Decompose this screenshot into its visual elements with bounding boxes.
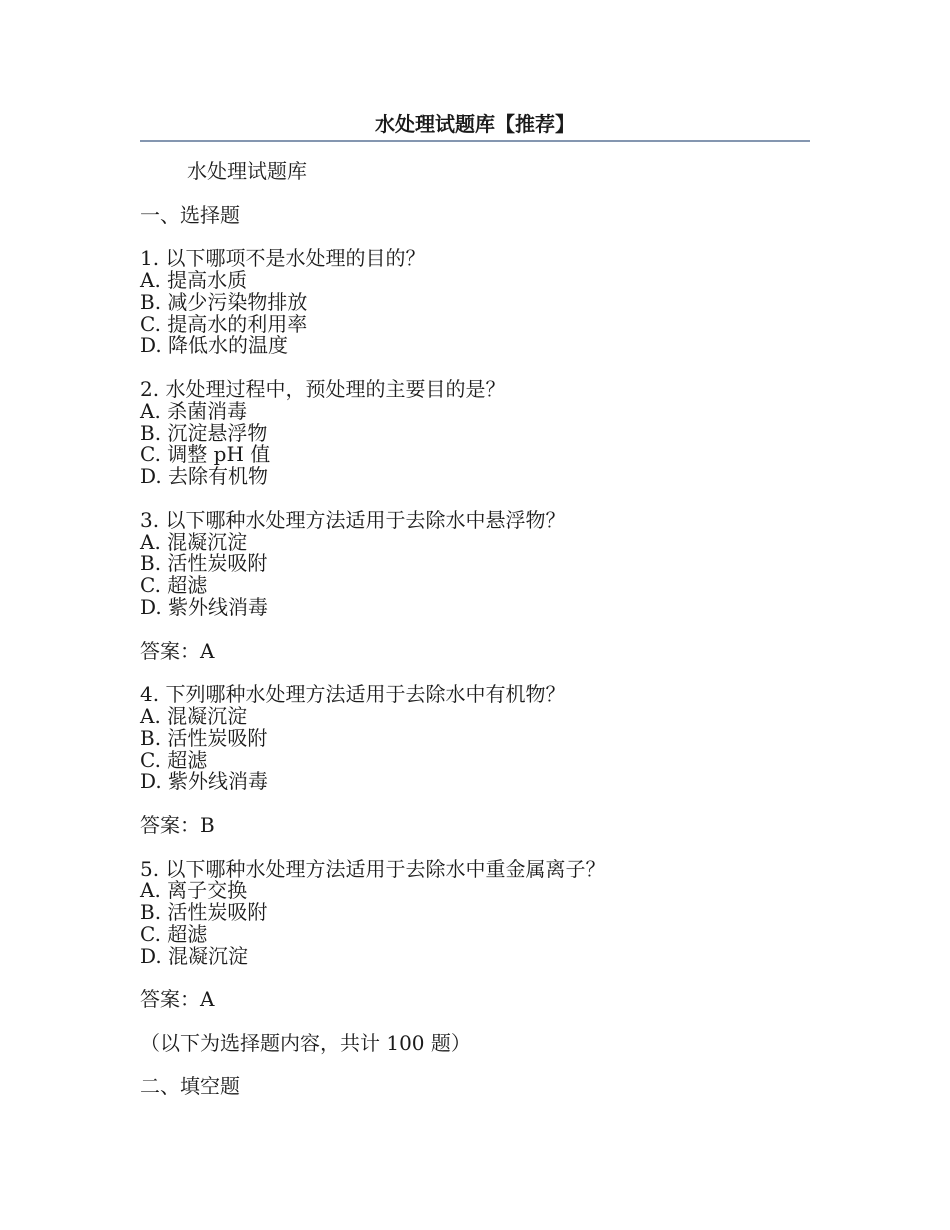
question-answer: 答案：A bbox=[140, 987, 215, 1012]
question-option: D. 紫外线消毒 bbox=[140, 594, 269, 619]
question-option: D. 混凝沉淀 bbox=[140, 943, 249, 968]
question-option: C. 超滤 bbox=[140, 573, 208, 598]
question-stem: 4. 下列哪种水处理方法适用于去除水中有机物？ bbox=[140, 682, 566, 707]
question-option: B. 沉淀悬浮物 bbox=[140, 420, 268, 445]
question-option: B. 活性炭吸附 bbox=[140, 725, 268, 750]
question-option: C. 超滤 bbox=[140, 921, 208, 946]
question-answer: 答案：A bbox=[140, 638, 215, 663]
question-option: D. 去除有机物 bbox=[140, 464, 269, 489]
question-answer: 答案：B bbox=[140, 812, 215, 837]
question-option: C. 调整 pH 值 bbox=[140, 442, 271, 467]
title-underline bbox=[140, 140, 810, 142]
question-2 bbox=[140, 376, 810, 489]
document-title: 水处理试题库【推荐】 bbox=[375, 112, 575, 136]
question-option: B. 活性炭吸附 bbox=[140, 900, 268, 925]
question-3 bbox=[140, 507, 810, 663]
question-option: A. 混凝沉淀 bbox=[140, 703, 248, 728]
question-5 bbox=[140, 856, 810, 1012]
question-option: B. 减少污染物排放 bbox=[140, 289, 308, 314]
question-option: D. 降低水的温度 bbox=[140, 333, 289, 358]
document-subtitle: 水处理试题库 bbox=[187, 159, 307, 183]
question-option: C. 提高水的利用率 bbox=[140, 311, 308, 336]
question-option: A. 混凝沉淀 bbox=[140, 529, 248, 554]
section-heading-fill-blank: 二、填空题 bbox=[140, 1074, 240, 1099]
question-option: A. 提高水质 bbox=[140, 267, 248, 292]
question-option: A. 离子交换 bbox=[140, 878, 248, 903]
question-option: A. 杀菌消毒 bbox=[140, 398, 248, 423]
question-option: D. 紫外线消毒 bbox=[140, 769, 269, 794]
question-4 bbox=[140, 684, 810, 837]
section-note: （以下为选择题内容，共计 100 题） bbox=[140, 1030, 471, 1055]
question-stem: 2. 水处理过程中，预处理的主要目的是？ bbox=[140, 376, 506, 401]
question-stem: 3. 以下哪种水处理方法适用于去除水中悬浮物？ bbox=[140, 507, 566, 532]
section-heading-choice: 一、选择题 bbox=[140, 202, 240, 227]
question-stem: 1. 以下哪项不是水处理的目的？ bbox=[140, 246, 426, 271]
question-1 bbox=[140, 248, 810, 357]
document-body bbox=[140, 161, 810, 1098]
question-option: C. 超滤 bbox=[140, 747, 208, 772]
question-option: B. 活性炭吸附 bbox=[140, 551, 268, 576]
question-stem: 5. 以下哪种水处理方法适用于去除水中重金属离子？ bbox=[140, 856, 606, 881]
